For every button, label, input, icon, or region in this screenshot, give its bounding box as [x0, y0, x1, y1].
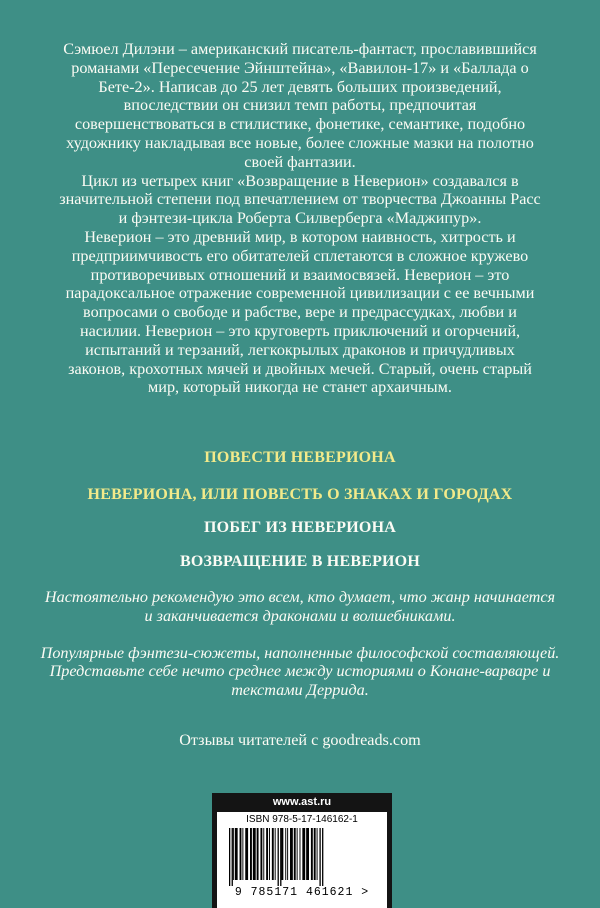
blurb-paragraph-world: Неверион – это древний мир, в котором наивность, хитрость и предприимчивость его обитателей сплетаются в сложное кружево противоречивых отношений и взаимосвязей. Неверион – это парадоксальное отражение современной цивилизации с ее вечными вопросами о свободе и рабстве, вере и предрассудках, любви и насилии. Неверион – это круговерть приключений и огорчений, испытаний и терзаний, легкокрылых драконов и причудливых законов, крохотных мячей и двойных мечей. Старый, очень старый мир, который никогда не станет архаичным. [65, 227, 535, 397]
barcode-panel [217, 812, 387, 908]
barcode-bar [257, 828, 259, 880]
publisher-site: www.ast.ru [272, 796, 332, 808]
barcode-bar [294, 828, 296, 880]
barcode-guard-bar [280, 828, 281, 886]
barcode-bar [281, 828, 283, 880]
barcode-bar [235, 828, 238, 880]
barcode-guard-bar [278, 828, 279, 886]
barcode-bar [302, 828, 305, 880]
barcode-bar [317, 828, 318, 880]
barcode-guard-bar [319, 828, 320, 886]
series-title-2: НЕВЕРИОНА, ИЛИ ПОВЕСТЬ О ЗНАКАХ И ГОРОДАХ [87, 486, 513, 503]
isbn-text: ISBN 978-5-17-146162-1 [246, 814, 358, 825]
blurb-paragraph-author: Сэмюел Дилэни – американский писатель-фантаст, прославившийся романами «Пересечение Эйнштейна», «Вавилон-17» и «Баллада о Бете-2». Написав до 25 лет девять больших произведений, впоследствии он снизил темп работы, предпочитая совершенствоваться в стилистике, фонетике, семантике, подобно художнику накладывая все новые, более сложные мазки на полотно своей фантазии. [63, 40, 537, 171]
barcode-bar [297, 828, 298, 880]
barcode-bar [272, 828, 274, 880]
barcode-bar [245, 828, 248, 880]
series-title-4: ВОЗВРАЩЕНИЕ В НЕВЕРИОН [180, 553, 420, 570]
review-quote-2: Популярные фэнтези-сюжеты, наполненные философской составляющей. Представьте себе нечто среднее между историями о Конане-варваре и текстами Деррида. [40, 643, 560, 700]
barcode-bar [233, 828, 234, 880]
barcode-bar [250, 828, 252, 880]
barcode-bar [260, 828, 262, 880]
book-blurb [55, 40, 545, 397]
barcode-guard-bar [229, 828, 230, 886]
barcode-bar [306, 828, 309, 880]
reader-reviews [40, 588, 560, 700]
barcode-bar [242, 828, 243, 880]
series-title-1: ПОВЕСТИ НЕВЕРИОНА [204, 449, 396, 466]
barcode-bar [287, 828, 288, 880]
barcode-bar [275, 828, 276, 880]
barcode-guard-bar [322, 828, 323, 886]
barcode-bars [229, 828, 375, 886]
barcode-block [212, 793, 392, 908]
review-quote-1: Настоятельно рекомендую это всем, кто думает, что жанр начинается и заканчивается драконами и волшебниками. [44, 588, 556, 625]
series-title-3: ПОБЕГ ИЗ НЕВЕРИОНА [204, 519, 396, 536]
barcode-bar [300, 828, 301, 880]
barcode-bar [266, 828, 268, 880]
reviews-source: Отзывы читателей с goodreads.com [179, 731, 421, 749]
barcode-digits: 9 785171 461621 > [234, 886, 370, 899]
barcode-bar [290, 828, 293, 880]
blurb-paragraph-cycle: Цикл из четырех книг «Возвращение в Неверион» создавался в значительной степени под впечатлением от творчества Джоанны Расс и фэнтези-цикла Роберта Силверберга «Маджипур». [59, 171, 541, 228]
barcode-bar [253, 828, 256, 880]
barcode-guard-bar [232, 828, 233, 886]
barcode-bar [263, 828, 264, 880]
barcode-bar [240, 828, 242, 880]
barcode-bar [269, 828, 270, 880]
barcode-bar [314, 828, 316, 880]
barcode-bar [311, 828, 313, 880]
barcode-bar [285, 828, 286, 880]
